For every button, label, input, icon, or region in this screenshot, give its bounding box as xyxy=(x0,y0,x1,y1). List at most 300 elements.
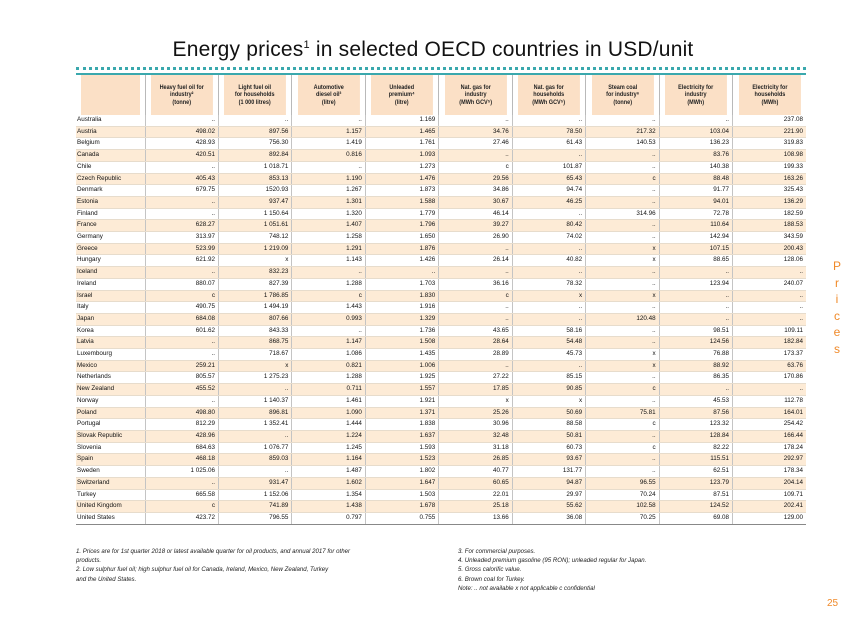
price-cell: 199.33 xyxy=(733,161,806,173)
price-cell: 39.27 xyxy=(439,220,512,232)
table-row xyxy=(76,466,806,478)
price-cell: 1.443 xyxy=(292,302,365,314)
price-cell: .. xyxy=(145,395,218,407)
price-cell: 178.34 xyxy=(733,466,806,478)
price-cell: 63.76 xyxy=(733,360,806,372)
country-cell: Mexico xyxy=(76,360,145,372)
price-cell: 1.876 xyxy=(365,243,438,255)
price-cell: 1.143 xyxy=(292,255,365,267)
price-cell: 78.32 xyxy=(512,278,585,290)
table-row xyxy=(76,138,806,150)
price-cell: 897.56 xyxy=(218,126,291,138)
price-cell: 1.157 xyxy=(292,126,365,138)
footnote-line: 1. Prices are for 1st quarter 2018 or latest available quarter for oil products, and annual 2017 for other xyxy=(76,548,351,555)
price-cell: 1.169 xyxy=(365,115,438,126)
price-cell: .. xyxy=(439,150,512,162)
table-row xyxy=(76,430,806,442)
price-cell: 1.006 xyxy=(365,360,438,372)
price-cell: 621.92 xyxy=(145,255,218,267)
price-cell: .. xyxy=(586,372,659,384)
country-cell: Estonia xyxy=(76,196,145,208)
price-cell: 98.51 xyxy=(659,325,732,337)
price-cell: .. xyxy=(439,360,512,372)
price-cell: 43.65 xyxy=(439,325,512,337)
price-cell: 45.73 xyxy=(512,349,585,361)
price-cell: 843.33 xyxy=(218,325,291,337)
price-cell: 22.01 xyxy=(439,489,512,501)
price-cell: 204.14 xyxy=(733,477,806,489)
price-cell: .. xyxy=(512,115,585,126)
price-cell: 1 275.23 xyxy=(218,372,291,384)
price-cell: 29.56 xyxy=(439,173,512,185)
price-cell: 123.94 xyxy=(659,278,732,290)
price-cell: 34.86 xyxy=(439,185,512,197)
price-cell: 718.67 xyxy=(218,349,291,361)
country-cell: France xyxy=(76,220,145,232)
price-cell: .. xyxy=(586,395,659,407)
price-cell: 1.444 xyxy=(292,419,365,431)
price-cell: 107.15 xyxy=(659,243,732,255)
price-cell: 1.320 xyxy=(292,208,365,220)
price-cell: 13.66 xyxy=(439,512,512,524)
table-row xyxy=(76,185,806,197)
price-cell: .. xyxy=(292,115,365,126)
price-cell: 1.761 xyxy=(365,138,438,150)
table-row xyxy=(76,290,806,302)
price-cell: 83.76 xyxy=(659,150,732,162)
country-cell: Germany xyxy=(76,232,145,244)
table-row xyxy=(76,384,806,396)
price-cell: 1520.93 xyxy=(218,185,291,197)
price-cell: 796.55 xyxy=(218,512,291,524)
price-cell: 428.96 xyxy=(145,430,218,442)
price-cell: 70.24 xyxy=(586,489,659,501)
country-cell: New Zealand xyxy=(76,384,145,396)
price-cell: c xyxy=(586,419,659,431)
price-cell: x xyxy=(218,255,291,267)
price-cell: 88.48 xyxy=(659,173,732,185)
price-cell: 1.602 xyxy=(292,477,365,489)
price-cell: .. xyxy=(365,267,438,279)
price-cell: .. xyxy=(145,337,218,349)
price-cell: 292.97 xyxy=(733,454,806,466)
price-cell: x xyxy=(586,349,659,361)
price-cell: .. xyxy=(733,302,806,314)
price-cell: 1.086 xyxy=(292,349,365,361)
table-row xyxy=(76,337,806,349)
column-header: Nat. gas for households (MWh GCV⁵) xyxy=(517,75,580,115)
price-cell: 490.75 xyxy=(145,302,218,314)
country-cell: Chile xyxy=(76,161,145,173)
price-cell: 1.476 xyxy=(365,173,438,185)
price-cell: 259.21 xyxy=(145,360,218,372)
price-cell: 343.59 xyxy=(733,232,806,244)
price-cell: .. xyxy=(145,161,218,173)
price-cell: 523.99 xyxy=(145,243,218,255)
price-cell: 120.48 xyxy=(586,313,659,325)
price-cell: 937.47 xyxy=(218,196,291,208)
price-cell: 123.32 xyxy=(659,419,732,431)
price-cell: 807.66 xyxy=(218,313,291,325)
country-cell: United States xyxy=(76,512,145,524)
price-cell: 1 150.64 xyxy=(218,208,291,220)
table-row xyxy=(76,115,806,126)
energy-prices-table xyxy=(76,73,806,525)
price-cell: 164.01 xyxy=(733,407,806,419)
price-cell: 32.48 xyxy=(439,430,512,442)
price-cell: .. xyxy=(586,150,659,162)
country-cell: Korea xyxy=(76,325,145,337)
price-cell: 1.830 xyxy=(365,290,438,302)
price-cell: 1.916 xyxy=(365,302,438,314)
price-cell: 163.26 xyxy=(733,173,806,185)
price-cell: .. xyxy=(659,290,732,302)
country-cell: Israel xyxy=(76,290,145,302)
title-rule xyxy=(76,67,806,70)
price-cell: 455.52 xyxy=(145,384,218,396)
price-cell: 188.53 xyxy=(733,220,806,232)
price-cell: 423.72 xyxy=(145,512,218,524)
price-cell: .. xyxy=(145,349,218,361)
price-cell: 1.465 xyxy=(365,126,438,138)
table-row xyxy=(76,349,806,361)
price-cell: .. xyxy=(586,454,659,466)
price-cell: 1 051.61 xyxy=(218,220,291,232)
price-cell: 679.75 xyxy=(145,185,218,197)
table-row xyxy=(76,442,806,454)
price-cell: 853.13 xyxy=(218,173,291,185)
price-cell: 628.27 xyxy=(145,220,218,232)
price-cell: 1.273 xyxy=(365,161,438,173)
price-cell: 27.46 xyxy=(439,138,512,150)
price-cell: 1.258 xyxy=(292,232,365,244)
price-cell: .. xyxy=(586,325,659,337)
price-cell: 1.736 xyxy=(365,325,438,337)
price-cell: 1 152.06 xyxy=(218,489,291,501)
price-cell: 741.89 xyxy=(218,501,291,513)
column-header: Steam coal for industry⁶ (tonne) xyxy=(591,75,654,115)
price-cell: 1.288 xyxy=(292,372,365,384)
price-cell: c xyxy=(439,161,512,173)
price-cell: 182.59 xyxy=(733,208,806,220)
price-cell: 1.438 xyxy=(292,501,365,513)
price-cell: .. xyxy=(145,208,218,220)
price-cell: 1.245 xyxy=(292,442,365,454)
price-cell: 896.81 xyxy=(218,407,291,419)
price-cell: 170.86 xyxy=(733,372,806,384)
column-header: Electricity for industry (MWh) xyxy=(664,75,727,115)
price-cell: 1.637 xyxy=(365,430,438,442)
country-cell: Switzerland xyxy=(76,477,145,489)
price-cell: 128.06 xyxy=(733,255,806,267)
price-cell: 109.11 xyxy=(733,325,806,337)
price-cell: 62.51 xyxy=(659,466,732,478)
price-cell: 1.588 xyxy=(365,196,438,208)
price-cell: 72.78 xyxy=(659,208,732,220)
price-cell: .. xyxy=(218,384,291,396)
price-cell: 812.29 xyxy=(145,419,218,431)
price-cell: 78.50 xyxy=(512,126,585,138)
price-cell: 55.62 xyxy=(512,501,585,513)
price-cell: 40.77 xyxy=(439,466,512,478)
price-cell: .. xyxy=(659,384,732,396)
price-cell: 1.508 xyxy=(365,337,438,349)
price-cell: 115.51 xyxy=(659,454,732,466)
price-cell: 1.426 xyxy=(365,255,438,267)
price-cell: 319.83 xyxy=(733,138,806,150)
price-cell: x xyxy=(512,395,585,407)
table-row xyxy=(76,372,806,384)
price-cell: 124.52 xyxy=(659,501,732,513)
price-cell: .. xyxy=(439,313,512,325)
price-cell: 142.94 xyxy=(659,232,732,244)
country-cell: Austria xyxy=(76,126,145,138)
price-cell: 28.89 xyxy=(439,349,512,361)
price-cell: 30.67 xyxy=(439,196,512,208)
price-cell: 498.02 xyxy=(145,126,218,138)
price-cell: .. xyxy=(218,466,291,478)
price-cell: 859.03 xyxy=(218,454,291,466)
page-number: 25 xyxy=(827,598,839,609)
price-cell: 88.58 xyxy=(512,419,585,431)
price-cell: .. xyxy=(512,208,585,220)
price-cell: 87.56 xyxy=(659,407,732,419)
price-cell: 1.650 xyxy=(365,232,438,244)
price-cell: .. xyxy=(586,466,659,478)
country-cell: Slovenia xyxy=(76,442,145,454)
price-cell: 124.56 xyxy=(659,337,732,349)
price-cell: .. xyxy=(145,267,218,279)
price-cell: 1.419 xyxy=(292,138,365,150)
price-cell: 1 025.06 xyxy=(145,466,218,478)
price-cell: 1.164 xyxy=(292,454,365,466)
price-cell: 0.711 xyxy=(292,384,365,396)
price-cell: 827.39 xyxy=(218,278,291,290)
price-cell: .. xyxy=(439,302,512,314)
price-cell: 131.77 xyxy=(512,466,585,478)
price-cell: 136.29 xyxy=(733,196,806,208)
header-country xyxy=(81,75,140,115)
price-cell: 468.18 xyxy=(145,454,218,466)
country-cell: Norway xyxy=(76,395,145,407)
price-cell: x xyxy=(586,243,659,255)
price-cell: .. xyxy=(218,430,291,442)
column-header: Unleaded premium⁴ (litre) xyxy=(370,75,433,115)
price-cell: 93.67 xyxy=(512,454,585,466)
price-cell: 40.82 xyxy=(512,255,585,267)
price-cell: .. xyxy=(512,360,585,372)
price-cell: .. xyxy=(145,477,218,489)
price-cell: 25.26 xyxy=(439,407,512,419)
price-cell: .. xyxy=(292,267,365,279)
price-cell: .. xyxy=(145,196,218,208)
price-cell: 1.838 xyxy=(365,419,438,431)
price-cell: 70.25 xyxy=(586,512,659,524)
price-cell: 87.51 xyxy=(659,489,732,501)
footnote-line: 5. Gross calorific value. xyxy=(458,566,522,574)
footnote-line: and the United States. xyxy=(76,575,137,583)
price-cell: 1.190 xyxy=(292,173,365,185)
table-row xyxy=(76,477,806,489)
price-cell: .. xyxy=(586,337,659,349)
price-cell: 1.921 xyxy=(365,395,438,407)
price-cell: 428.93 xyxy=(145,138,218,150)
price-cell: .. xyxy=(586,267,659,279)
price-cell: .. xyxy=(586,232,659,244)
price-cell: 65.43 xyxy=(512,173,585,185)
price-cell: 1 219.09 xyxy=(218,243,291,255)
price-cell: .. xyxy=(733,267,806,279)
price-cell: 86.35 xyxy=(659,372,732,384)
price-cell: 1 018.71 xyxy=(218,161,291,173)
table-row xyxy=(76,126,806,138)
price-cell: 46.14 xyxy=(439,208,512,220)
price-cell: 202.41 xyxy=(733,501,806,513)
price-cell: .. xyxy=(586,302,659,314)
price-cell: .. xyxy=(512,313,585,325)
price-cell: 101.87 xyxy=(512,161,585,173)
price-cell: 94.74 xyxy=(512,185,585,197)
table-row xyxy=(76,512,806,524)
footnote-line: Note: .. not available x not applicable c confidential xyxy=(458,584,595,592)
price-cell: .. xyxy=(586,278,659,290)
country-cell: Ireland xyxy=(76,278,145,290)
price-cell: 94.87 xyxy=(512,477,585,489)
country-cell: Portugal xyxy=(76,419,145,431)
price-cell: 85.15 xyxy=(512,372,585,384)
price-cell: .. xyxy=(659,313,732,325)
footnote-line: products. xyxy=(76,557,102,565)
price-cell: x xyxy=(586,255,659,267)
price-cell: 1.647 xyxy=(365,477,438,489)
price-cell: 36.16 xyxy=(439,278,512,290)
price-cell: .. xyxy=(439,115,512,126)
price-cell: c xyxy=(586,442,659,454)
price-cell: 892.84 xyxy=(218,150,291,162)
price-cell: .. xyxy=(512,150,585,162)
table-row xyxy=(76,255,806,267)
country-cell: Netherlands xyxy=(76,372,145,384)
table-row xyxy=(76,407,806,419)
country-cell: Latvia xyxy=(76,337,145,349)
country-cell: Belgium xyxy=(76,138,145,150)
price-cell: 1.796 xyxy=(365,220,438,232)
price-cell: .. xyxy=(586,161,659,173)
price-cell: 1.503 xyxy=(365,489,438,501)
price-cell: 1.461 xyxy=(292,395,365,407)
price-cell: 26.90 xyxy=(439,232,512,244)
price-cell: 684.08 xyxy=(145,313,218,325)
price-cell: 1.703 xyxy=(365,278,438,290)
price-cell: x xyxy=(586,290,659,302)
price-cell: 313.97 xyxy=(145,232,218,244)
price-cell: 30.96 xyxy=(439,419,512,431)
price-cell: 684.63 xyxy=(145,442,218,454)
table-row xyxy=(76,489,806,501)
price-cell: x xyxy=(439,395,512,407)
price-cell: 601.62 xyxy=(145,325,218,337)
price-cell: .. xyxy=(439,243,512,255)
price-cell: 1.779 xyxy=(365,208,438,220)
side-section-label xyxy=(831,258,843,357)
price-cell: .. xyxy=(145,115,218,126)
price-cell: 254.42 xyxy=(733,419,806,431)
price-cell: .. xyxy=(512,243,585,255)
table-row xyxy=(76,150,806,162)
price-cell: 931.47 xyxy=(218,477,291,489)
country-cell: Iceland xyxy=(76,267,145,279)
table-row xyxy=(76,196,806,208)
table-header-row xyxy=(76,75,806,115)
price-cell: 665.58 xyxy=(145,489,218,501)
price-cell: 748.12 xyxy=(218,232,291,244)
price-cell: 61.43 xyxy=(512,138,585,150)
price-cell: 240.07 xyxy=(733,278,806,290)
price-cell: 1.291 xyxy=(292,243,365,255)
country-cell: United Kingdom xyxy=(76,501,145,513)
price-cell: 50.69 xyxy=(512,407,585,419)
price-cell: .. xyxy=(292,325,365,337)
country-cell: Poland xyxy=(76,407,145,419)
price-cell: 0.821 xyxy=(292,360,365,372)
price-cell: 128.84 xyxy=(659,430,732,442)
price-cell: 880.07 xyxy=(145,278,218,290)
price-cell: 109.71 xyxy=(733,489,806,501)
price-cell: .. xyxy=(659,115,732,126)
price-cell: 69.08 xyxy=(659,512,732,524)
price-cell: 1.593 xyxy=(365,442,438,454)
price-cell: 90.85 xyxy=(512,384,585,396)
price-cell: .. xyxy=(292,161,365,173)
price-cell: 1.435 xyxy=(365,349,438,361)
price-cell: 17.85 xyxy=(439,384,512,396)
price-cell: 173.37 xyxy=(733,349,806,361)
price-cell: 46.25 xyxy=(512,196,585,208)
country-cell: Canada xyxy=(76,150,145,162)
price-cell: 80.42 xyxy=(512,220,585,232)
price-cell: 1.147 xyxy=(292,337,365,349)
price-cell: 94.01 xyxy=(659,196,732,208)
price-cell: 1.407 xyxy=(292,220,365,232)
column-header: Heavy fuel oil for industry² (tonne) xyxy=(150,75,213,115)
price-cell: c xyxy=(145,290,218,302)
price-cell: .. xyxy=(733,313,806,325)
price-cell: 45.53 xyxy=(659,395,732,407)
table-row xyxy=(76,173,806,185)
price-cell: 325.43 xyxy=(733,185,806,197)
price-cell: 1.093 xyxy=(365,150,438,162)
column-header: Automotive diesel oil³ (litre) xyxy=(297,75,360,115)
page-title: Energy prices$^1$ in selected OECD countries in USD/unit xyxy=(172,38,694,61)
column-header: Nat. gas for industry (MWh GCV⁵) xyxy=(444,75,507,115)
price-cell: 36.08 xyxy=(512,512,585,524)
price-cell: 110.64 xyxy=(659,220,732,232)
price-cell: 123.79 xyxy=(659,477,732,489)
country-cell: Turkey xyxy=(76,489,145,501)
price-cell: x xyxy=(586,360,659,372)
price-cell: 1 076.77 xyxy=(218,442,291,454)
price-cell: 60.73 xyxy=(512,442,585,454)
footnote-line: 4. Unleaded premium gasoline (95 RON); unleaded regular for Japan. xyxy=(458,557,647,565)
price-cell: .. xyxy=(218,115,291,126)
price-cell: x xyxy=(218,360,291,372)
country-cell: Denmark xyxy=(76,185,145,197)
footnotes-left xyxy=(76,547,396,584)
price-cell: 1.802 xyxy=(365,466,438,478)
price-cell: 26.85 xyxy=(439,454,512,466)
price-cell: 1.090 xyxy=(292,407,365,419)
price-cell: 28.64 xyxy=(439,337,512,349)
